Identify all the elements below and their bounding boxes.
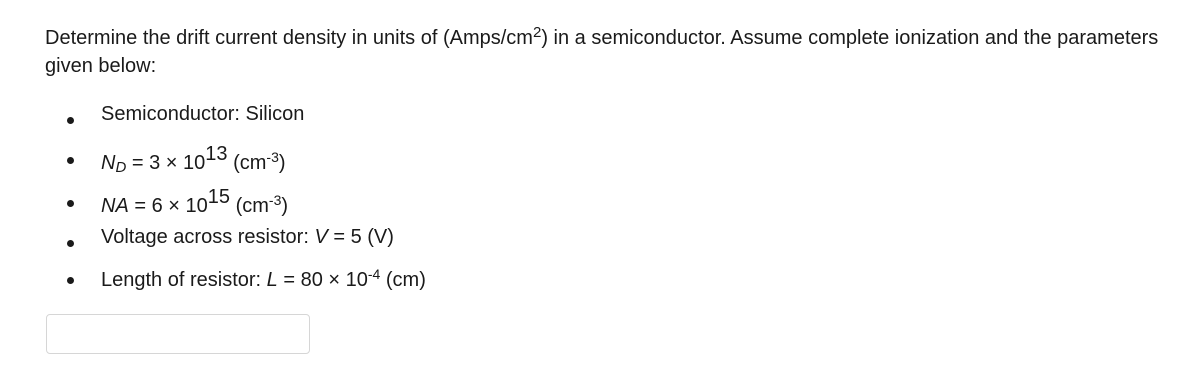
param-length-exponent: -4 xyxy=(367,266,381,282)
param-nd-unit: (cm xyxy=(227,152,267,174)
param-voltage-value: = 5 (V) xyxy=(327,226,394,248)
question-text xyxy=(45,24,1175,80)
param-length xyxy=(55,256,426,293)
param-length-value: = 80 × 10 xyxy=(277,269,368,291)
param-nd xyxy=(55,133,426,176)
param-voltage xyxy=(55,219,426,256)
param-nd-unit-close: ) xyxy=(278,152,286,174)
param-length-var: L xyxy=(266,269,278,291)
param-na-unit-close: ) xyxy=(281,195,289,217)
param-nd-var: N xyxy=(101,152,116,174)
param-na-unit-exponent: -3 xyxy=(268,192,282,208)
parameter-list xyxy=(55,96,426,293)
param-length-unit: (cm) xyxy=(380,269,426,291)
param-nd-sub: D xyxy=(115,159,127,176)
question-prompt xyxy=(45,24,1159,77)
param-length-label: Length of resistor: xyxy=(101,269,267,291)
param-nd-unit-exponent: -3 xyxy=(266,149,279,165)
param-voltage-label: Voltage across resistor: xyxy=(101,226,315,248)
param-na xyxy=(55,176,426,219)
param-nd-value: = 3 × 10 xyxy=(126,152,206,174)
param-semiconductor-text: Semiconductor: Silicon xyxy=(101,103,305,125)
param-semiconductor xyxy=(55,96,426,133)
param-na-exponent: 15 xyxy=(207,186,231,208)
param-voltage-var: V xyxy=(314,226,328,248)
param-na-value: = 6 × 10 xyxy=(128,195,208,217)
param-na-var: NA xyxy=(101,195,129,217)
param-nd-exponent: 13 xyxy=(205,143,228,165)
answer-input[interactable] xyxy=(46,314,310,354)
question-text-part2: ) in a semiconductor. Assume complete ionization and the parameters given below: xyxy=(45,27,1159,77)
param-na-unit: (cm xyxy=(230,195,269,217)
question-superscript: 2 xyxy=(532,24,542,41)
question-text-part1: Determine the drift current density in units of (Amps/cm xyxy=(45,27,533,49)
